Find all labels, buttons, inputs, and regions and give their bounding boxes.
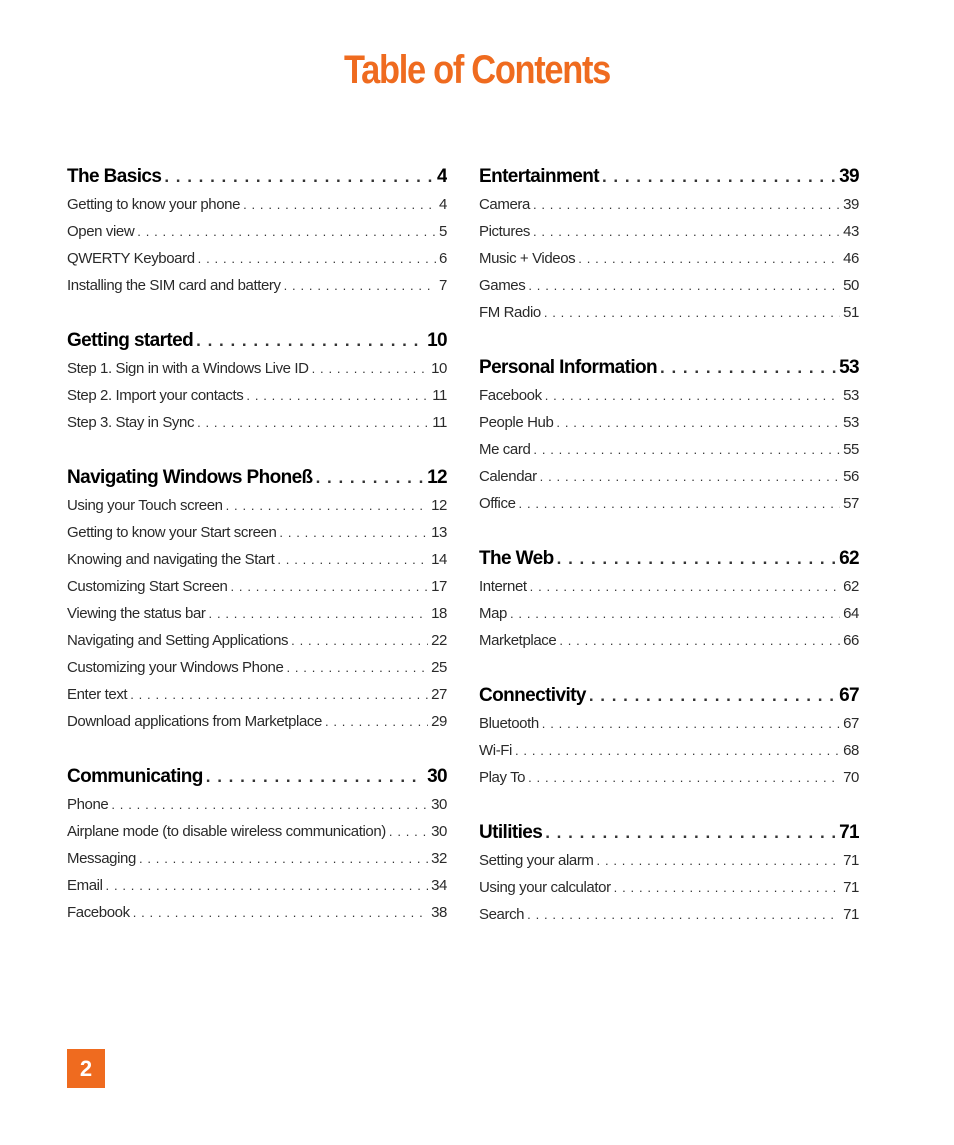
toc-entry-label: People Hub (479, 414, 554, 431)
dot-leader (312, 361, 429, 376)
page-number-badge: 2 (67, 1049, 105, 1088)
toc-entry-label: Setting your alarm (479, 852, 594, 869)
dot-leader (589, 686, 836, 706)
dot-leader (545, 388, 840, 403)
toc-entry-label: Music + Videos (479, 250, 576, 267)
toc-entry-page: 66 (843, 632, 859, 649)
dot-leader (243, 197, 436, 212)
toc-entry-page: 71 (843, 852, 859, 869)
dot-leader (660, 358, 836, 378)
dot-leader (614, 880, 840, 895)
toc-heading[interactable] (479, 685, 859, 715)
toc-heading-label: Utilities (479, 822, 543, 843)
toc-heading-label: Navigating Windows Phoneß (67, 467, 313, 488)
dot-leader (137, 224, 436, 239)
toc-entry-page: 64 (843, 605, 859, 622)
toc-heading-page: 30 (427, 766, 447, 787)
toc-entry-label: Bluetooth (479, 715, 539, 732)
dot-leader (559, 633, 840, 648)
dot-leader (279, 525, 428, 540)
dot-leader (198, 251, 436, 266)
dot-leader (246, 388, 429, 403)
toc-entry-page: 55 (843, 441, 859, 458)
toc-entry[interactable] (479, 223, 859, 250)
dot-leader (533, 224, 840, 239)
toc-entry-label: Map (479, 605, 507, 622)
toc-entry-page: 29 (431, 713, 447, 730)
dot-leader (196, 331, 424, 351)
toc-section-communicating (67, 766, 447, 931)
toc-entry-label: Wi-Fi (479, 742, 512, 759)
toc-entry-page: 57 (843, 495, 859, 512)
toc-entry-page: 67 (843, 715, 859, 732)
dot-leader (528, 770, 840, 785)
dot-leader (597, 853, 841, 868)
dot-leader (545, 823, 836, 843)
toc-entry-label: Step 3. Stay in Sync (67, 414, 195, 431)
dot-leader (557, 549, 836, 569)
toc-entry[interactable] (67, 850, 447, 877)
dot-leader (540, 469, 840, 484)
toc-entry-page: 34 (431, 877, 447, 894)
toc-entry[interactable] (479, 715, 859, 742)
toc-entry[interactable] (67, 524, 447, 551)
toc-entry-page: 7 (439, 277, 447, 294)
toc-entry-page: 71 (843, 906, 859, 923)
toc-entry-page: 71 (843, 879, 859, 896)
toc-heading-label: The Basics (67, 166, 162, 187)
toc-entry-page: 56 (843, 468, 859, 485)
toc-entry-page: 30 (431, 796, 447, 813)
toc-section-navigating-windows-phone (67, 467, 447, 740)
toc-section-connectivity (479, 685, 859, 796)
toc-entry[interactable] (479, 304, 859, 331)
toc-entry-page: 12 (431, 497, 447, 514)
toc-entry[interactable] (67, 360, 447, 387)
toc-entry-label: Viewing the status bar (67, 605, 206, 622)
toc-entry-page: 68 (843, 742, 859, 759)
toc-entry[interactable] (67, 796, 447, 823)
toc-entry[interactable] (67, 659, 447, 686)
toc-entry-label: Calendar (479, 468, 537, 485)
toc-entry[interactable] (67, 414, 447, 441)
toc-entry-label: Getting to know your phone (67, 196, 241, 213)
toc-entry-page: 32 (431, 850, 447, 867)
toc-entry-page: 17 (431, 578, 447, 595)
toc-entry-label: Search (479, 906, 525, 923)
toc-entry-page: 4 (439, 196, 447, 213)
toc-heading-page: 12 (427, 467, 447, 488)
toc-entry-page: 46 (843, 250, 859, 267)
toc-entry[interactable] (479, 906, 859, 933)
toc-heading[interactable] (67, 330, 447, 360)
toc-entry[interactable] (67, 578, 447, 605)
toc-entry[interactable] (479, 277, 859, 304)
toc-heading[interactable] (479, 357, 859, 387)
toc-entry[interactable] (479, 632, 859, 659)
dot-leader (556, 415, 840, 430)
toc-entry[interactable] (479, 495, 859, 522)
toc-section-personal-information (479, 357, 859, 522)
toc-entry[interactable] (479, 742, 859, 769)
toc-entry-page: 11 (432, 387, 447, 404)
toc-entry[interactable] (67, 497, 447, 524)
toc-heading-page: 39 (839, 166, 859, 187)
toc-heading-page: 53 (839, 357, 859, 378)
toc-entry-page: 39 (843, 196, 859, 213)
toc-entry[interactable] (479, 879, 859, 906)
toc-entry-label: Open view (67, 223, 135, 240)
toc-entry[interactable] (67, 605, 447, 632)
dot-leader (528, 278, 840, 293)
toc-entry-page: 5 (439, 223, 447, 240)
toc-heading[interactable] (479, 166, 859, 196)
toc-entry[interactable] (479, 441, 859, 468)
toc-entry-page: 22 (431, 632, 447, 649)
toc-entry-page: 62 (843, 578, 859, 595)
dot-leader (111, 797, 428, 812)
toc-entry-label: Email (67, 877, 103, 894)
toc-entry[interactable] (479, 605, 859, 632)
toc-entry[interactable] (67, 686, 447, 713)
toc-entry-label: Using your calculator (479, 879, 611, 896)
toc-entry-label: Facebook (479, 387, 542, 404)
dot-leader (284, 278, 436, 293)
dot-leader (519, 496, 841, 511)
dot-leader (530, 579, 840, 594)
toc-entry-page: 13 (431, 524, 447, 541)
toc-entry[interactable] (67, 551, 447, 578)
toc-entry-label: Games (479, 277, 526, 294)
dot-leader (542, 716, 840, 731)
dot-leader (510, 606, 840, 621)
toc-section-the-basics (67, 166, 447, 304)
toc-heading-page: 67 (839, 685, 859, 706)
toc-entry-page: 11 (432, 414, 447, 431)
toc-entry[interactable] (479, 578, 859, 605)
toc-heading[interactable] (479, 822, 859, 852)
toc-entry[interactable] (67, 823, 447, 850)
dot-leader (133, 905, 428, 920)
toc-entry-label: Facebook (67, 904, 130, 921)
toc-entry-label: Installing the SIM card and battery (67, 277, 281, 294)
dot-leader (197, 415, 429, 430)
toc-entry-page: 30 (431, 823, 447, 840)
toc-entry-label: Using your Touch screen (67, 497, 223, 514)
toc-heading-label: The Web (479, 548, 554, 569)
toc-entry-page: 70 (843, 769, 859, 786)
toc-entry-label: Marketplace (479, 632, 557, 649)
toc-entry-page: 38 (431, 904, 447, 921)
toc-entry-label: Enter text (67, 686, 128, 703)
toc-entry-label: Knowing and navigating the Start (67, 551, 275, 568)
toc-entry-label: Phone (67, 796, 109, 813)
toc-entry[interactable] (67, 387, 447, 414)
toc-entry-label: QWERTY Keyboard (67, 250, 195, 267)
toc-section-entertainment (479, 166, 859, 331)
toc-entry-label: Messaging (67, 850, 136, 867)
toc-entry-label: Me card (479, 441, 531, 458)
toc-entry[interactable] (479, 852, 859, 879)
toc-entry-label: Airplane mode (to disable wireless communication) (67, 823, 386, 840)
toc-entry[interactable] (67, 713, 447, 740)
dot-leader (164, 167, 434, 187)
dot-leader (527, 907, 840, 922)
toc-entry[interactable] (67, 250, 447, 277)
toc-entry-label: Office (479, 495, 516, 512)
dot-leader (533, 442, 840, 457)
dot-leader (602, 167, 836, 187)
toc-entry-label: Step 2. Import your contacts (67, 387, 244, 404)
toc-entry-label: FM Radio (479, 304, 541, 321)
toc-entry-page: 27 (431, 686, 447, 703)
toc-section-getting-started (67, 330, 447, 441)
toc-entry-label: Getting to know your Start screen (67, 524, 277, 541)
dot-leader (515, 743, 840, 758)
dot-leader (209, 606, 429, 621)
toc-heading-label: Connectivity (479, 685, 586, 706)
toc-entry-page: 51 (843, 304, 859, 321)
toc-entry[interactable] (479, 468, 859, 495)
toc-entry-label: Download applications from Marketplace (67, 713, 322, 730)
toc-entry-page: 6 (439, 250, 447, 267)
dot-leader (286, 660, 428, 675)
dot-leader (291, 633, 428, 648)
dot-leader (325, 714, 428, 729)
toc-entry[interactable] (479, 196, 859, 223)
toc-entry-label: Internet (479, 578, 527, 595)
toc-entry[interactable] (479, 387, 859, 414)
toc-entry-page: 53 (843, 387, 859, 404)
dot-leader (139, 851, 428, 866)
toc-heading[interactable] (479, 548, 859, 578)
toc-entry-page: 10 (431, 360, 447, 377)
toc-entry-page: 14 (431, 551, 447, 568)
toc-entry[interactable] (67, 277, 447, 304)
toc-entry-page: 43 (843, 223, 859, 240)
dot-leader (106, 878, 429, 893)
dot-leader (533, 197, 840, 212)
toc-heading-page: 62 (839, 548, 859, 569)
toc-heading[interactable] (67, 166, 447, 196)
toc-right-column (479, 166, 859, 959)
dot-leader (226, 498, 428, 513)
toc-entry[interactable] (67, 904, 447, 931)
toc-entry[interactable] (67, 196, 447, 223)
toc-heading-label: Communicating (67, 766, 203, 787)
toc-entry[interactable] (479, 250, 859, 277)
toc-entry[interactable] (479, 769, 859, 796)
toc-heading-label: Entertainment (479, 166, 599, 187)
toc-heading-page: 10 (427, 330, 447, 351)
page-title: Table of Contents (343, 48, 611, 92)
dot-leader (277, 552, 428, 567)
toc-entry-label: Customizing your Windows Phone (67, 659, 284, 676)
toc-heading-label: Getting started (67, 330, 194, 351)
dot-leader (578, 251, 840, 266)
toc-left-column (67, 166, 447, 957)
toc-entry[interactable] (67, 632, 447, 659)
toc-entry-page: 50 (843, 277, 859, 294)
toc-heading-page: 71 (839, 822, 859, 843)
toc-entry-label: Step 1. Sign in with a Windows Live ID (67, 360, 309, 377)
toc-heading-label: Personal Information (479, 357, 658, 378)
toc-entry-label: Customizing Start Screen (67, 578, 228, 595)
toc-section-the-web (479, 548, 859, 659)
toc-entry[interactable] (479, 414, 859, 441)
toc-entry-page: 25 (431, 659, 447, 676)
toc-entry-page: 18 (431, 605, 447, 622)
dot-leader (206, 767, 424, 787)
toc-entry-label: Play To (479, 769, 526, 786)
toc-heading[interactable] (67, 467, 447, 497)
dot-leader (389, 824, 428, 839)
toc-heading-page: 4 (437, 166, 447, 187)
toc-entry-page: 53 (843, 414, 859, 431)
dot-leader (230, 579, 428, 594)
toc-entry-label: Navigating and Setting Applications (67, 632, 289, 649)
dot-leader (316, 468, 425, 488)
dot-leader (544, 305, 840, 320)
toc-entry-label: Camera (479, 196, 530, 213)
toc-section-utilities (479, 822, 859, 933)
dot-leader (130, 687, 428, 702)
toc-entry-label: Pictures (479, 223, 530, 240)
toc-entry[interactable] (67, 223, 447, 250)
toc-entry[interactable] (67, 877, 447, 904)
toc-heading[interactable] (67, 766, 447, 796)
